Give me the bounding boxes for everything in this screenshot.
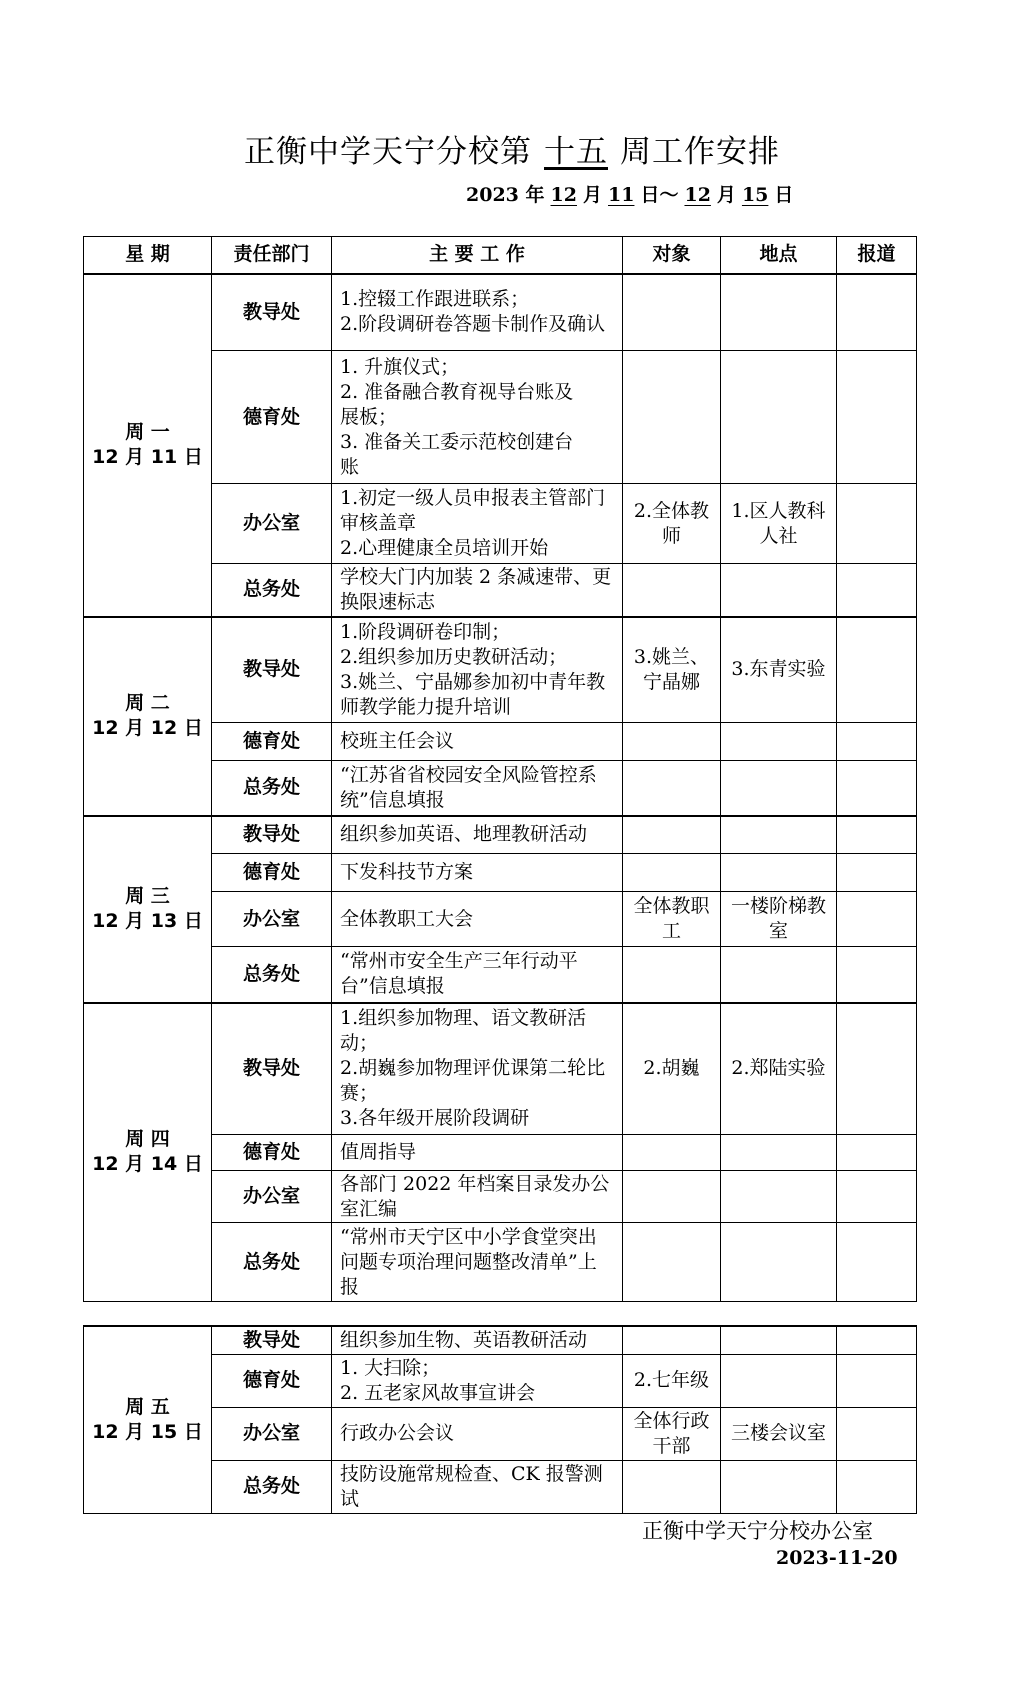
place-cell [721, 564, 837, 617]
table-row [84, 1003, 917, 1135]
dept-cell: 教导处 [212, 274, 332, 351]
target-cell [623, 723, 721, 761]
report-cell [837, 1003, 917, 1135]
target-cell [623, 854, 721, 892]
place-cell: 3.东青实验 [721, 617, 837, 723]
work-cell: 全体教职工大会 [332, 892, 623, 947]
dept-cell: 总务处 [212, 1460, 332, 1513]
work-cell: 下发科技节方案 [332, 854, 623, 892]
dept-cell: 德育处 [212, 1354, 332, 1407]
report-cell [837, 723, 917, 761]
report-cell [837, 1223, 917, 1302]
target-cell [623, 1326, 721, 1354]
date-year-unit: 年 [525, 184, 545, 206]
place-cell [721, 854, 837, 892]
dept-cell: 办公室 [212, 484, 332, 564]
header-dept: 责任部门 [212, 237, 332, 274]
report-cell [837, 1407, 917, 1460]
place-cell [721, 1135, 837, 1171]
report-cell [837, 484, 917, 564]
title-prefix: 正衡中学天宁分校第 [244, 134, 532, 170]
date-day-unit: 日～ [640, 184, 679, 206]
report-cell [837, 854, 917, 892]
target-cell: 2.全体教师 [623, 484, 721, 564]
date-day-unit-2: 日 [774, 184, 794, 206]
table-header-row [84, 237, 917, 274]
place-cell: 三楼会议室 [721, 1407, 837, 1460]
report-cell [837, 947, 917, 1003]
place-cell [721, 761, 837, 816]
report-cell [837, 274, 917, 351]
table-row [84, 274, 917, 351]
target-cell [623, 351, 721, 484]
work-cell: 1. 升旗仪式； 2. 准备融合教育视导台账及 展板； 3. 准备关工委示范校创建台 账 [332, 351, 623, 484]
work-cell: 1. 大扫除； 2. 五老家风故事宣讲会 [332, 1354, 623, 1407]
work-cell: 校班主任会议 [332, 723, 623, 761]
target-cell: 全体教职工 [623, 892, 721, 947]
place-cell [721, 1223, 837, 1302]
target-cell [623, 947, 721, 1003]
work-cell: “常州市天宁区中小学食堂突出问题专项治理问题整改清单”上报 [332, 1223, 623, 1302]
report-cell [837, 1354, 917, 1407]
place-cell [721, 816, 837, 854]
day-cell [84, 274, 212, 617]
footer-date: 2023-11-20 [776, 1547, 898, 1569]
work-cell: “常州市安全生产三年行动平台”信息填报 [332, 947, 623, 1003]
report-cell [837, 816, 917, 854]
day-name: 周 五 [125, 1395, 170, 1418]
target-cell: 2.七年级 [623, 1354, 721, 1407]
table-row [84, 1326, 917, 1354]
report-cell [837, 1326, 917, 1354]
day-cell [84, 617, 212, 816]
date-end-month: 12 [684, 184, 711, 206]
header-target: 对象 [623, 237, 721, 274]
header-day: 星 期 [84, 237, 212, 274]
place-cell [721, 1171, 837, 1223]
place-cell [721, 274, 837, 351]
dept-cell: 办公室 [212, 1171, 332, 1223]
schedule-table [83, 236, 917, 1302]
header-report: 报道 [837, 237, 917, 274]
day-date: 12 月 11 日 [92, 446, 203, 468]
dept-cell: 总务处 [212, 761, 332, 816]
report-cell [837, 1460, 917, 1513]
work-cell: 1.阶段调研卷印制； 2.组织参加历史教研活动； 3.姚兰、宁晶娜参加初中青年教师教学能力提升培训 [332, 617, 623, 723]
place-cell [721, 351, 837, 484]
date-range [466, 180, 793, 207]
target-cell [623, 1223, 721, 1302]
report-cell [837, 564, 917, 617]
dept-cell: 总务处 [212, 1223, 332, 1302]
target-cell [623, 761, 721, 816]
report-cell [837, 892, 917, 947]
date-end-day: 15 [741, 184, 769, 206]
day-date: 12 月 12 日 [92, 717, 203, 739]
header-place: 地点 [721, 237, 837, 274]
target-cell [623, 1460, 721, 1513]
header-work: 主 要 工 作 [332, 237, 623, 274]
work-cell: 1.初定一级人员申报表主管部门审核盖章 2.心理健康全员培训开始 [332, 484, 623, 564]
footer-office: 正衡中学天宁分校办公室 [642, 1519, 873, 1543]
dept-cell: 德育处 [212, 854, 332, 892]
day-cell [84, 1326, 212, 1513]
day-date: 12 月 15 日 [92, 1420, 203, 1443]
table-row [84, 617, 917, 723]
dept-cell: 教导处 [212, 1326, 332, 1354]
target-cell: 3.姚兰、宁晶娜 [623, 617, 721, 723]
target-cell [623, 1135, 721, 1171]
dept-cell: 教导处 [212, 816, 332, 854]
work-cell: 各部门 2022 年档案目录发办公室汇编 [332, 1171, 623, 1223]
title-week: 十五 [544, 134, 608, 170]
date-month-unit: 月 [582, 184, 602, 206]
report-cell [837, 1135, 917, 1171]
place-cell [721, 1460, 837, 1513]
target-cell [623, 274, 721, 351]
dept-cell: 总务处 [212, 947, 332, 1003]
report-cell [837, 761, 917, 816]
date-start-day: 11 [608, 184, 635, 206]
target-cell: 2.胡巍 [623, 1003, 721, 1135]
target-cell: 全体行政干部 [623, 1407, 721, 1460]
dept-cell: 办公室 [212, 892, 332, 947]
work-cell: “江苏省省校园安全风险管控系统”信息填报 [332, 761, 623, 816]
work-cell: 1.控辍工作跟进联系； 2.阶段调研卷答题卡制作及确认 [332, 274, 623, 351]
report-cell [837, 1171, 917, 1223]
place-cell [721, 723, 837, 761]
dept-cell: 教导处 [212, 1003, 332, 1135]
day-cell [84, 816, 212, 1003]
page-title [0, 126, 1024, 171]
target-cell [623, 816, 721, 854]
place-cell [721, 947, 837, 1003]
table-row [84, 816, 917, 854]
place-cell [721, 1354, 837, 1407]
day-date: 12 月 14 日 [92, 1153, 203, 1176]
day-name: 周 四 [125, 1128, 170, 1151]
place-cell: 1.区人教科人社 [721, 484, 837, 564]
dept-cell: 办公室 [212, 1407, 332, 1460]
target-cell [623, 1171, 721, 1223]
date-month-unit-2: 月 [716, 184, 736, 206]
place-cell: 2.郑陆实验 [721, 1003, 837, 1135]
dept-cell: 总务处 [212, 564, 332, 617]
work-cell: 技防设施常规检查、CK 报警测试 [332, 1460, 623, 1513]
place-cell: 一楼阶梯教室 [721, 892, 837, 947]
target-cell [623, 564, 721, 617]
place-cell [721, 1326, 837, 1354]
work-cell: 学校大门内加装 2 条减速带、更换限速标志 [332, 564, 623, 617]
work-cell: 1.组织参加物理、语文教研活动； 2.胡巍参加物理评优课第二轮比赛； 3.各年级开展阶段调研 [332, 1003, 623, 1135]
day-name: 周 三 [125, 885, 170, 907]
day-name: 周 一 [125, 421, 170, 443]
work-cell: 组织参加英语、地理教研活动 [332, 816, 623, 854]
date-year: 2023 [466, 184, 519, 206]
schedule-table-continued [83, 1325, 917, 1514]
dept-cell: 教导处 [212, 617, 332, 723]
work-cell: 组织参加生物、英语教研活动 [332, 1326, 623, 1354]
work-cell: 行政办公会议 [332, 1407, 623, 1460]
work-cell: 值周指导 [332, 1135, 623, 1171]
report-cell [837, 351, 917, 484]
report-cell [837, 617, 917, 723]
dept-cell: 德育处 [212, 723, 332, 761]
dept-cell: 德育处 [212, 351, 332, 484]
day-date: 12 月 13 日 [92, 910, 203, 932]
date-start-month: 12 [550, 184, 577, 206]
dept-cell: 德育处 [212, 1135, 332, 1171]
day-cell [84, 1003, 212, 1302]
title-suffix: 周工作安排 [620, 134, 780, 170]
day-name: 周 二 [125, 692, 170, 714]
